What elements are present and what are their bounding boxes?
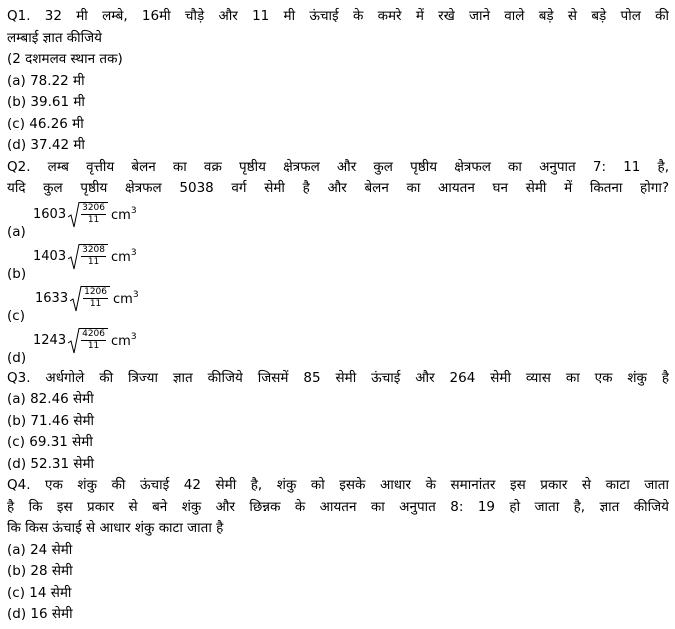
question-1-option-b: (b) 39.61 मी [7,94,85,110]
fraction-denominator: 11 [89,298,102,309]
fraction-numerator: 1206 [84,286,107,297]
question-3-text-line-1: Q3. अर्धगोले की त्रिज्या ज्ञात कीजिये जिसमें 85 सेमी ऊंचाई और 264 सेमी व्यास का एक शंकु है [7,369,669,386]
fraction-denominator: 11 [87,340,100,351]
question-3-option-a: (a) 82.46 सेमी [7,391,94,407]
question-sheet [7,6,669,626]
option-label: (b) [7,265,27,282]
question-2-option-c [7,284,669,326]
question-1 [7,6,669,157]
question-3-option-c: (c) 69.31 सेमी [7,434,93,450]
coefficient: 1403 [33,249,67,264]
question-4-text-line-3: कि किस ऊंचाई से आधार शंकु काटा जाता है [7,520,224,536]
square-root [68,244,108,270]
question-1-text-line-2: लम्बाई ज्ञात कीजिये [7,29,103,46]
fraction-denominator: 11 [87,256,100,267]
square-root [70,286,110,312]
math-expression [33,202,137,228]
unit: $cm^3$ [113,290,139,307]
option-label: (c) [7,307,25,324]
question-2-option-d [7,326,669,368]
coefficient: 1603 [33,207,67,222]
unit: $cm^3$ [111,248,137,265]
math-expression [33,244,137,270]
question-3-option-b: (b) 71.46 सेमी [7,412,95,429]
question-4-option-c: (c) 14 सेमी [7,584,72,601]
unit: $cm^3$ [111,206,137,223]
question-1-option-d: (d) 37.42 मी [7,137,85,153]
question-4-option-d: (d) 16 सेमी [7,606,73,622]
option-label: (d) [7,349,27,366]
math-expression [33,328,137,354]
question-4 [7,475,669,626]
fraction-numerator: 3206 [82,202,105,213]
question-1-text-line-1: Q1. 32 मी लम्बे, 16मी चौड़े और 11 मी ऊंचाई के कमरे में रखे जाने वाले बड़े से बड़े पोल की [7,8,669,24]
question-2-text-line-2: यदि कुल पृष्ठीय क्षेत्रफल 5038 वर्ग सेमी है और बेलन का आयतन घन सेमी में कितना होगा? [7,180,669,196]
question-2-option-a [7,200,669,242]
coefficient: 1243 [33,333,67,348]
question-4-option-a: (a) 24 सेमी [7,541,73,558]
question-2 [7,157,669,368]
square-root [68,202,108,228]
question-4-text-line-2: है कि इस प्रकार से बने शंकु और छिन्नक के आयतन का अनुपात 8: 19 हो जाता है, ज्ञात कीजिये [7,498,669,515]
math-expression [35,286,139,312]
fraction-numerator: 3208 [82,244,105,255]
question-2-text-line-1: Q2. लम्ब वृत्तीय बेलन का वक्र पृष्ठीय क्षेत्रफल और कुल पृष्ठीय क्षेत्रफल का अनुपात 7: 11 है, [7,158,669,175]
question-4-option-b: (b) 28 सेमी [7,563,73,579]
option-label: (a) [7,223,26,240]
question-2-option-b [7,242,669,284]
unit: $cm^3$ [111,332,137,349]
coefficient: 1633 [35,291,69,306]
question-1-note: (2 दशमलव स्थान तक) [7,51,123,67]
question-1-option-a: (a) 78.22 मी [7,72,85,89]
square-root [68,328,108,354]
question-1-option-c: (c) 46.26 मी [7,115,84,132]
question-4-text-line-1: Q4. एक शंकु की ऊंचाई 42 सेमी है, शंकु को इसके आधार के समानांतर इस प्रकार से काटा जाता [7,477,669,493]
question-3-option-d: (d) 52.31 सेमी [7,455,95,472]
fraction-denominator: 11 [87,214,100,225]
question-3 [7,368,669,476]
fraction-numerator: 4206 [82,328,105,339]
